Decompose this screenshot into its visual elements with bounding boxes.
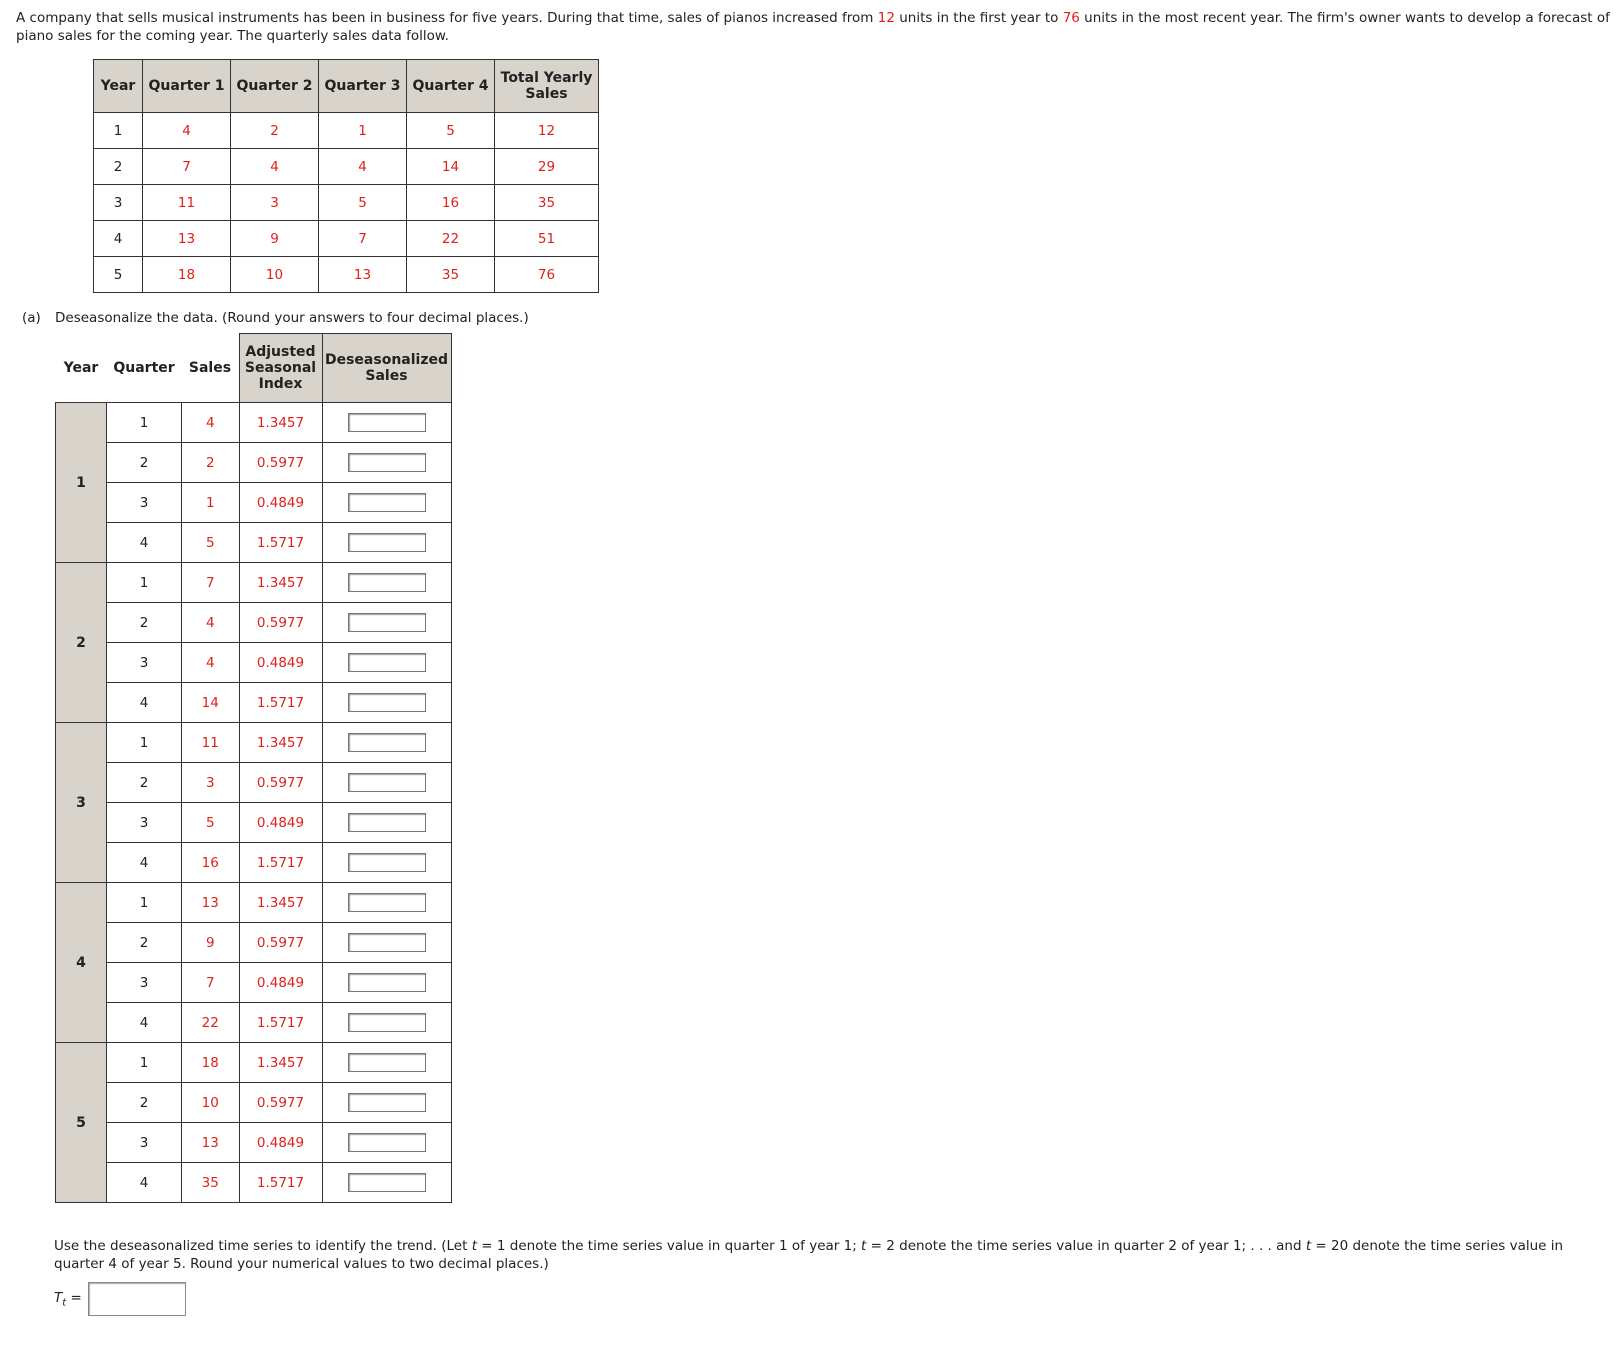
- sales-cell: 14: [182, 683, 240, 723]
- total-cell: 35: [495, 185, 599, 221]
- total-cell: 12: [495, 113, 599, 149]
- deseasonalized-cell: [322, 483, 451, 523]
- quarter-cell: 2: [107, 1083, 182, 1123]
- year-cell: 1: [56, 403, 107, 563]
- quarter-cell: 3: [107, 483, 182, 523]
- deseasonalized-sales-input[interactable]: [348, 413, 426, 432]
- quarter-cell: 1: [107, 403, 182, 443]
- col-header: Quarter 1: [143, 60, 231, 113]
- quarter-cell: 1: [107, 723, 182, 763]
- col-header: Sales: [188, 359, 232, 376]
- seasonal-index-cell: 1.3457: [239, 723, 322, 763]
- deseasonalized-sales-input[interactable]: [348, 493, 426, 512]
- deseasonalized-sales-input[interactable]: [348, 1173, 426, 1192]
- problem-intro: A company that sells musical instruments has been in business for five years. During that time, sales of pianos increased from 12 units in the first year to 76 units in the most recent year. The firm's owner wants to develop a forecast of piano sales for the coming year. The quarterly sales data follow.: [16, 10, 1610, 44]
- deseasonalized-cell: [322, 963, 451, 1003]
- col-header: Quarter: [113, 359, 175, 376]
- quarter-sales-cell: 2: [231, 113, 319, 149]
- deseasonalized-sales-input[interactable]: [348, 933, 426, 952]
- table-row: [56, 483, 452, 523]
- quarter-sales-cell: 7: [143, 149, 231, 185]
- col-header: Total Yearly Sales: [495, 60, 599, 113]
- table-row: [56, 1083, 452, 1123]
- quarter-cell: 3: [107, 1123, 182, 1163]
- quarter-sales-cell: 7: [319, 221, 407, 257]
- seasonal-index-cell: 1.3457: [239, 883, 322, 923]
- table-row: [56, 563, 452, 603]
- sales-cell: 11: [182, 723, 240, 763]
- seasonal-index-cell: 1.5717: [239, 1003, 322, 1043]
- table-row: [56, 683, 452, 723]
- quarter-sales-cell: 1: [319, 113, 407, 149]
- sales-cell: 9: [182, 923, 240, 963]
- deseasonalized-sales-input[interactable]: [348, 1133, 426, 1152]
- deseasonalized-sales-input[interactable]: [348, 1013, 426, 1032]
- year-cell: 2: [56, 563, 107, 723]
- quarter-sales-cell: 4: [231, 149, 319, 185]
- quarter-cell: 2: [107, 763, 182, 803]
- deseasonalized-sales-input[interactable]: [348, 453, 426, 472]
- table-row: [56, 1123, 452, 1163]
- last-year-sales: 76: [1062, 10, 1080, 26]
- sales-cell: 4: [182, 603, 240, 643]
- deseasonalized-cell: [322, 603, 451, 643]
- col-header: Quarter 4: [407, 60, 495, 113]
- year-cell: 2: [94, 149, 143, 185]
- quarter-sales-cell: 5: [319, 185, 407, 221]
- deseasonalized-cell: [322, 1083, 451, 1123]
- deseasonalized-cell: [322, 763, 451, 803]
- deseasonalized-cell: [322, 883, 451, 923]
- quarter-cell: 1: [107, 1043, 182, 1083]
- table-row: [56, 1003, 452, 1043]
- col-header: Year: [63, 359, 99, 376]
- quarter-sales-cell: 9: [231, 221, 319, 257]
- trend-instruction: Use the deseasonalized time series to identify the trend. (Let t = 1 denote the time series value in quarter 1 of year 1; t = 2 denote the time series value in quarter 2 of year 1; . . . and t = 20 denote the time series value in quarter 4 of year 5. Round your numerical values to two decimal places.): [54, 1238, 1564, 1272]
- sales-cell: 13: [182, 883, 240, 923]
- table-row: [56, 883, 452, 923]
- seasonal-index-cell: 1.5717: [239, 523, 322, 563]
- quarter-cell: 1: [107, 563, 182, 603]
- deseasonalized-cell: [322, 1123, 451, 1163]
- quarter-sales-cell: 13: [143, 221, 231, 257]
- table-row: [56, 523, 452, 563]
- sales-cell: 16: [182, 843, 240, 883]
- quarter-cell: 3: [107, 963, 182, 1003]
- seasonal-index-cell: 1.5717: [239, 843, 322, 883]
- deseasonalized-cell: [322, 1043, 451, 1083]
- quarter-cell: 4: [107, 1003, 182, 1043]
- sales-cell: 35: [182, 1163, 240, 1203]
- table-row: [56, 1043, 452, 1083]
- table-row: [94, 221, 599, 257]
- sales-cell: 7: [182, 963, 240, 1003]
- deseasonalized-sales-input[interactable]: [348, 1093, 426, 1112]
- sales-cell: 4: [182, 643, 240, 683]
- table-row: [94, 257, 599, 293]
- deseasonalized-cell: [322, 443, 451, 483]
- part-a-instruction: (a) Deseasonalize the data. (Round your answers to four decimal places.): [22, 310, 529, 326]
- table-row: [56, 723, 452, 763]
- quarter-cell: 1: [107, 883, 182, 923]
- table-row: [56, 843, 452, 883]
- quarter-cell: 4: [107, 683, 182, 723]
- deseasonalized-sales-input[interactable]: [348, 813, 426, 832]
- quarter-cell: 2: [107, 603, 182, 643]
- deseasonalized-cell: [322, 563, 451, 603]
- quarter-cell: 3: [107, 803, 182, 843]
- deseasonalized-cell: [322, 683, 451, 723]
- seasonal-index-cell: 1.5717: [239, 683, 322, 723]
- quarter-sales-cell: 4: [319, 149, 407, 185]
- table-row: [56, 443, 452, 483]
- col-header: Year: [94, 60, 143, 113]
- quarter-sales-cell: 10: [231, 257, 319, 293]
- sales-cell: 13: [182, 1123, 240, 1163]
- trend-equation-input[interactable]: [88, 1282, 186, 1316]
- deseasonalized-cell: [322, 843, 451, 883]
- sales-cell: 5: [182, 803, 240, 843]
- col-header: Quarter 3: [319, 60, 407, 113]
- seasonal-index-cell: 0.5977: [239, 443, 322, 483]
- deseasonalized-sales-input[interactable]: [348, 693, 426, 712]
- deseasonalized-cell: [322, 403, 451, 443]
- quarter-cell: 3: [107, 643, 182, 683]
- col-header: Deseasonalized Sales: [322, 334, 451, 403]
- deseasonalized-sales-input[interactable]: [348, 893, 426, 912]
- year-cell: 3: [94, 185, 143, 221]
- quarter-sales-cell: 14: [407, 149, 495, 185]
- quarter-sales-cell: 3: [231, 185, 319, 221]
- seasonal-index-cell: 0.4849: [239, 1123, 322, 1163]
- table-row: [56, 803, 452, 843]
- part-a-label: (a): [22, 310, 41, 326]
- sales-cell: 4: [182, 403, 240, 443]
- deseasonalized-sales-input[interactable]: [348, 653, 426, 672]
- seasonal-index-cell: 0.4849: [239, 963, 322, 1003]
- deseasonalized-cell: [322, 523, 451, 563]
- total-cell: 29: [495, 149, 599, 185]
- seasonal-index-cell: 0.5977: [239, 763, 322, 803]
- table-row: [94, 113, 599, 149]
- first-year-sales: 12: [877, 10, 895, 26]
- year-cell: 4: [56, 883, 107, 1043]
- seasonal-index-cell: 0.4849: [239, 643, 322, 683]
- seasonal-index-cell: 0.5977: [239, 923, 322, 963]
- table-row: [56, 923, 452, 963]
- sales-cell: 2: [182, 443, 240, 483]
- quarter-cell: 4: [107, 523, 182, 563]
- table-row: [56, 403, 452, 443]
- year-cell: 5: [56, 1043, 107, 1203]
- sales-cell: 22: [182, 1003, 240, 1043]
- deseasonalized-cell: [322, 923, 451, 963]
- seasonal-index-cell: 0.4849: [239, 483, 322, 523]
- year-cell: 1: [94, 113, 143, 149]
- deseasonalize-table: [55, 333, 452, 1203]
- table-row: [56, 603, 452, 643]
- seasonal-index-cell: 1.3457: [239, 1043, 322, 1083]
- table-row: [56, 1163, 452, 1203]
- quarter-cell: 2: [107, 923, 182, 963]
- deseasonalized-cell: [322, 643, 451, 683]
- quarter-sales-cell: 4: [143, 113, 231, 149]
- sales-cell: 3: [182, 763, 240, 803]
- deseasonalized-cell: [322, 723, 451, 763]
- quarter-sales-cell: 16: [407, 185, 495, 221]
- table-row: [56, 643, 452, 683]
- sales-cell: 1: [182, 483, 240, 523]
- sales-cell: 7: [182, 563, 240, 603]
- table-row: [56, 963, 452, 1003]
- total-cell: 51: [495, 221, 599, 257]
- year-cell: 4: [94, 221, 143, 257]
- quarter-cell: 4: [107, 1163, 182, 1203]
- deseasonalized-sales-input[interactable]: [348, 733, 426, 752]
- seasonal-index-cell: 1.3457: [239, 403, 322, 443]
- year-cell: 5: [94, 257, 143, 293]
- table-row: [94, 185, 599, 221]
- quarter-sales-cell: 5: [407, 113, 495, 149]
- deseasonalized-sales-input[interactable]: [348, 533, 426, 552]
- col-header: Adjusted Seasonal Index: [239, 334, 322, 403]
- deseasonalized-sales-input[interactable]: [348, 1053, 426, 1072]
- col-header: Quarter 2: [231, 60, 319, 113]
- sales-cell: 5: [182, 523, 240, 563]
- sales-cell: 18: [182, 1043, 240, 1083]
- deseasonalized-cell: [322, 803, 451, 843]
- deseasonalized-sales-input[interactable]: [348, 853, 426, 872]
- quarter-sales-cell: 11: [143, 185, 231, 221]
- table-row: [56, 763, 452, 803]
- year-cell: 3: [56, 723, 107, 883]
- seasonal-index-cell: 0.4849: [239, 803, 322, 843]
- seasonal-index-cell: 1.3457: [239, 563, 322, 603]
- deseasonalized-sales-input[interactable]: [348, 973, 426, 992]
- deseasonalized-sales-input[interactable]: [348, 773, 426, 792]
- quarterly-sales-table: [93, 59, 599, 293]
- trend-label: $T_t$ =: [54, 1290, 82, 1309]
- deseasonalized-cell: [322, 1163, 451, 1203]
- quarter-sales-cell: 18: [143, 257, 231, 293]
- seasonal-index-cell: 0.5977: [239, 603, 322, 643]
- quarter-sales-cell: 22: [407, 221, 495, 257]
- deseasonalized-sales-input[interactable]: [348, 613, 426, 632]
- quarter-sales-cell: 13: [319, 257, 407, 293]
- quarter-cell: 4: [107, 843, 182, 883]
- quarter-sales-cell: 35: [407, 257, 495, 293]
- seasonal-index-cell: 1.5717: [239, 1163, 322, 1203]
- table-row: [94, 149, 599, 185]
- quarter-cell: 2: [107, 443, 182, 483]
- total-cell: 76: [495, 257, 599, 293]
- seasonal-index-cell: 0.5977: [239, 1083, 322, 1123]
- deseasonalized-sales-input[interactable]: [348, 573, 426, 592]
- sales-cell: 10: [182, 1083, 240, 1123]
- deseasonalized-cell: [322, 1003, 451, 1043]
